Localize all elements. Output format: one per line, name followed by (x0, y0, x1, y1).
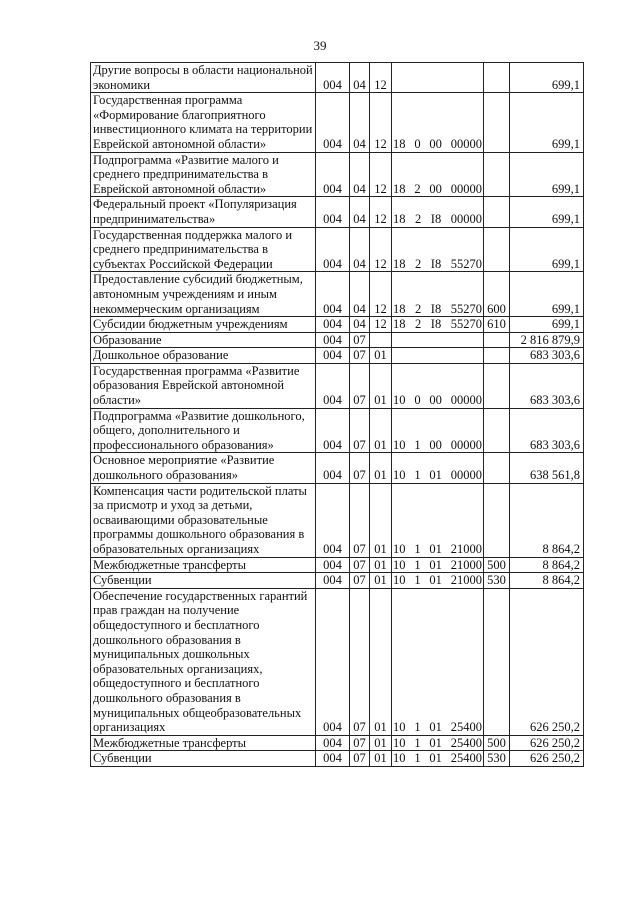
target-article-part: I8 (430, 211, 442, 226)
target-article-part: 10 (393, 542, 406, 556)
amount: 8 864,2 (510, 573, 584, 589)
section-code: 07 (350, 735, 370, 751)
section-code: 07 (350, 453, 370, 483)
target-article-part: 18 (393, 256, 406, 271)
section-code: 04 (350, 197, 370, 227)
section-code: 04 (350, 93, 370, 152)
target-article-code (392, 348, 484, 364)
target-article-part: 2 (415, 211, 422, 226)
row-name: Государственная программа «Развитие образования Еврейской автономной области» (91, 363, 316, 408)
target-article-part: 10 (393, 468, 406, 483)
row-name: Межбюджетные трансферты (91, 557, 316, 573)
table-row (91, 332, 584, 348)
target-article-parts (393, 542, 482, 557)
subsection-code: 01 (370, 573, 392, 589)
table-row (91, 588, 584, 735)
target-article-part: 01 (429, 542, 442, 556)
expense-type-code (484, 483, 510, 557)
target-article-code (392, 735, 484, 751)
table-row (91, 483, 584, 557)
row-name: Другие вопросы в области национальной экономики (91, 63, 316, 93)
target-article-part: 00 (429, 136, 442, 151)
ministry-code: 004 (316, 573, 350, 589)
target-article-part: 21000 (450, 542, 482, 556)
table-row (91, 735, 584, 751)
row-name: Подпрограмма «Развитие малого и среднего предпринимательства в Еврейской автономной области» (91, 152, 316, 197)
subsection-code: 01 (370, 408, 392, 453)
target-article-parts (393, 720, 482, 735)
target-article-part: 18 (393, 317, 406, 332)
target-article-part: 2 (415, 317, 422, 332)
subsection-code: 12 (370, 317, 392, 333)
table-row (91, 63, 584, 93)
target-article-part: 2 (415, 256, 422, 271)
target-article-part: 1 (414, 468, 421, 483)
target-article-part: 25400 (450, 735, 482, 750)
target-article-part: 1 (414, 751, 421, 766)
ministry-code: 004 (316, 557, 350, 573)
target-article-parts (393, 736, 482, 751)
budget-table (90, 62, 584, 767)
table-row (91, 573, 584, 589)
expense-type-code: 500 (484, 557, 510, 573)
table-row (91, 152, 584, 197)
section-code: 07 (350, 588, 370, 735)
expense-type-code (484, 152, 510, 197)
target-article-part: 01 (429, 468, 442, 483)
target-article-code (392, 557, 484, 573)
target-article-part: 0 (414, 393, 421, 408)
target-article-part: 00000 (450, 181, 482, 196)
subsection-code: 01 (370, 363, 392, 408)
section-code: 07 (350, 363, 370, 408)
target-article-code (392, 483, 484, 557)
ministry-code: 004 (316, 408, 350, 453)
target-article-part: 00000 (450, 211, 482, 226)
target-article-code (392, 332, 484, 348)
target-article-parts (393, 393, 482, 408)
amount: 626 250,2 (510, 751, 584, 767)
target-article-part: 01 (429, 573, 442, 588)
row-name: Межбюджетные трансферты (91, 735, 316, 751)
target-article-code (392, 197, 484, 227)
target-article-part: 00000 (450, 437, 482, 452)
expense-type-code: 530 (484, 573, 510, 589)
target-article-parts (393, 468, 482, 483)
row-name: Основное мероприятие «Развитие дошкольного образования» (91, 453, 316, 483)
amount: 699,1 (510, 152, 584, 197)
ministry-code: 004 (316, 735, 350, 751)
row-name: Субвенции (91, 751, 316, 767)
expense-type-code: 600 (484, 272, 510, 317)
target-article-code (392, 588, 484, 735)
table-row (91, 197, 584, 227)
target-article-part: 10 (393, 393, 406, 408)
row-name: Компенсация части родительской платы за присмотр и уход за детьми, осваивающими образовательные программы дошкольного образования в образовательных организациях (91, 483, 316, 557)
ministry-code: 004 (316, 348, 350, 364)
target-article-parts (393, 137, 482, 152)
target-article-part: 10 (393, 735, 406, 750)
row-name: Дошкольное образование (91, 348, 316, 364)
table-row (91, 93, 584, 152)
target-article-part: 21000 (450, 557, 482, 572)
row-name: Субвенции (91, 573, 316, 589)
amount: 683 303,6 (510, 408, 584, 453)
table-row (91, 227, 584, 272)
target-article-part: I8 (430, 301, 442, 316)
subsection-code: 12 (370, 93, 392, 152)
target-article-part: 21000 (450, 573, 482, 588)
target-article-part: 1 (414, 557, 421, 572)
target-article-part: 00000 (450, 393, 482, 408)
expense-type-code (484, 227, 510, 272)
subsection-code: 12 (370, 227, 392, 272)
target-article-code (392, 453, 484, 483)
target-article-part: 18 (393, 136, 406, 151)
row-name: Государственная поддержка малого и среднего предпринимательства в субъектах Российской Федерации (91, 227, 316, 272)
ministry-code: 004 (316, 93, 350, 152)
section-code: 04 (350, 317, 370, 333)
target-article-part: 25400 (450, 720, 482, 735)
target-article-part: 10 (393, 557, 406, 572)
subsection-code: 01 (370, 588, 392, 735)
ministry-code: 004 (316, 63, 350, 93)
amount: 699,1 (510, 317, 584, 333)
ministry-code: 004 (316, 317, 350, 333)
ministry-code: 004 (316, 751, 350, 767)
row-name: Федеральный проект «Популяризация предпринимательства» (91, 197, 316, 227)
table-row (91, 408, 584, 453)
target-article-part: 00000 (450, 136, 482, 151)
target-article-part: I8 (430, 317, 442, 332)
amount: 699,1 (510, 227, 584, 272)
ministry-code: 004 (316, 197, 350, 227)
target-article-part: 10 (393, 573, 406, 588)
target-article-part: 18 (393, 181, 406, 196)
ministry-code: 004 (316, 453, 350, 483)
expense-type-code (484, 332, 510, 348)
ministry-code: 004 (316, 227, 350, 272)
table-row (91, 317, 584, 333)
section-code: 07 (350, 483, 370, 557)
amount: 8 864,2 (510, 557, 584, 573)
table-row (91, 557, 584, 573)
ministry-code: 004 (316, 152, 350, 197)
table-row (91, 363, 584, 408)
subsection-code: 01 (370, 483, 392, 557)
target-article-part: 00 (429, 181, 442, 196)
expense-type-code (484, 453, 510, 483)
subsection-code: 01 (370, 751, 392, 767)
row-name: Обеспечение государственных гарантий прав граждан на получение общедоступного и бесплатного дошкольного образования в муниципальных дошкольных образовательных организациях, общедоступного и бесплатного дошкольного образования в муниципальных общеобразовательных организациях (91, 588, 316, 735)
expense-type-code (484, 348, 510, 364)
expense-type-code (484, 93, 510, 152)
section-code: 07 (350, 408, 370, 453)
target-article-part: 10 (393, 751, 406, 766)
amount: 8 864,2 (510, 483, 584, 557)
target-article-part: 2 (415, 301, 422, 316)
section-code: 07 (350, 573, 370, 589)
subsection-code: 12 (370, 197, 392, 227)
target-article-part: 00 (429, 393, 442, 408)
table-row (91, 272, 584, 317)
subsection-code: 01 (370, 735, 392, 751)
target-article-part: 1 (414, 573, 421, 588)
target-article-part: 10 (393, 437, 406, 452)
section-code: 07 (350, 348, 370, 364)
target-article-code (392, 363, 484, 408)
ministry-code: 004 (316, 363, 350, 408)
ministry-code: 004 (316, 483, 350, 557)
target-article-part: 18 (393, 211, 406, 226)
row-name: Предоставление субсидий бюджетным, автономным учреждениям и иным некоммерческим организациям (91, 272, 316, 317)
target-article-part: 01 (429, 735, 442, 750)
target-article-part: 10 (393, 720, 406, 735)
target-article-part: 0 (414, 136, 421, 151)
amount: 699,1 (510, 63, 584, 93)
target-article-code (392, 408, 484, 453)
target-article-parts (393, 302, 482, 317)
target-article-part: 1 (414, 735, 421, 750)
section-code: 04 (350, 63, 370, 93)
expense-type-code: 530 (484, 751, 510, 767)
target-article-part: 25400 (450, 751, 482, 766)
target-article-part: 1 (414, 720, 421, 735)
target-article-part: 55270 (450, 256, 482, 271)
row-name: Образование (91, 332, 316, 348)
subsection-code: 12 (370, 272, 392, 317)
row-name: Государственная программа «Формирование благоприятного инвестиционного климата на территории Еврейской автономной области» (91, 93, 316, 152)
row-name: Субсидии бюджетным учреждениям (91, 317, 316, 333)
target-article-part: 1 (414, 542, 421, 556)
section-code: 07 (350, 557, 370, 573)
target-article-part: 2 (414, 181, 421, 196)
target-article-code (392, 317, 484, 333)
section-code: 04 (350, 152, 370, 197)
amount: 626 250,2 (510, 735, 584, 751)
target-article-parts (393, 317, 482, 332)
target-article-parts (393, 438, 482, 453)
target-article-code (392, 272, 484, 317)
table-row (91, 348, 584, 364)
target-article-part: 55270 (450, 301, 482, 316)
ministry-code: 004 (316, 272, 350, 317)
row-name: Подпрограмма «Развитие дошкольного, общего, дополнительного и профессионального образования» (91, 408, 316, 453)
target-article-code (392, 751, 484, 767)
subsection-code: 01 (370, 557, 392, 573)
subsection-code: 12 (370, 63, 392, 93)
section-code: 04 (350, 272, 370, 317)
target-article-code (392, 152, 484, 197)
subsection-code (370, 332, 392, 348)
subsection-code: 01 (370, 453, 392, 483)
amount: 638 561,8 (510, 453, 584, 483)
amount: 2 816 879,9 (510, 332, 584, 348)
target-article-part: 1 (414, 437, 421, 452)
amount: 683 303,6 (510, 363, 584, 408)
amount: 699,1 (510, 93, 584, 152)
page-number: 39 (313, 38, 327, 53)
target-article-part: 55270 (450, 317, 482, 332)
target-article-code (392, 93, 484, 152)
section-code: 07 (350, 751, 370, 767)
target-article-code (392, 573, 484, 589)
table-row (91, 751, 584, 767)
target-article-part: 01 (429, 751, 442, 766)
target-article-part: 00000 (450, 468, 482, 483)
target-article-part: 01 (429, 557, 442, 572)
expense-type-code (484, 63, 510, 93)
amount: 699,1 (510, 197, 584, 227)
target-article-part: 18 (393, 301, 406, 316)
target-article-code (392, 63, 484, 93)
target-article-part: I8 (430, 256, 442, 271)
subsection-code: 01 (370, 348, 392, 364)
target-article-parts (393, 212, 482, 227)
ministry-code: 004 (316, 332, 350, 348)
amount: 683 303,6 (510, 348, 584, 364)
section-code: 04 (350, 227, 370, 272)
expense-type-code: 500 (484, 735, 510, 751)
target-article-parts (393, 257, 482, 272)
expense-type-code (484, 408, 510, 453)
target-article-parts (393, 182, 482, 197)
section-code: 07 (350, 332, 370, 348)
subsection-code: 12 (370, 152, 392, 197)
table-row (91, 453, 584, 483)
target-article-parts (393, 573, 482, 588)
budget-table-body (91, 63, 584, 767)
target-article-code (392, 227, 484, 272)
target-article-parts (393, 558, 482, 573)
amount: 699,1 (510, 272, 584, 317)
expense-type-code (484, 588, 510, 735)
target-article-parts (393, 751, 482, 766)
expense-type-code: 610 (484, 317, 510, 333)
target-article-part: 01 (429, 720, 442, 735)
expense-type-code (484, 197, 510, 227)
ministry-code: 004 (316, 588, 350, 735)
expense-type-code (484, 363, 510, 408)
target-article-part: 00 (429, 437, 442, 452)
amount: 626 250,2 (510, 588, 584, 735)
